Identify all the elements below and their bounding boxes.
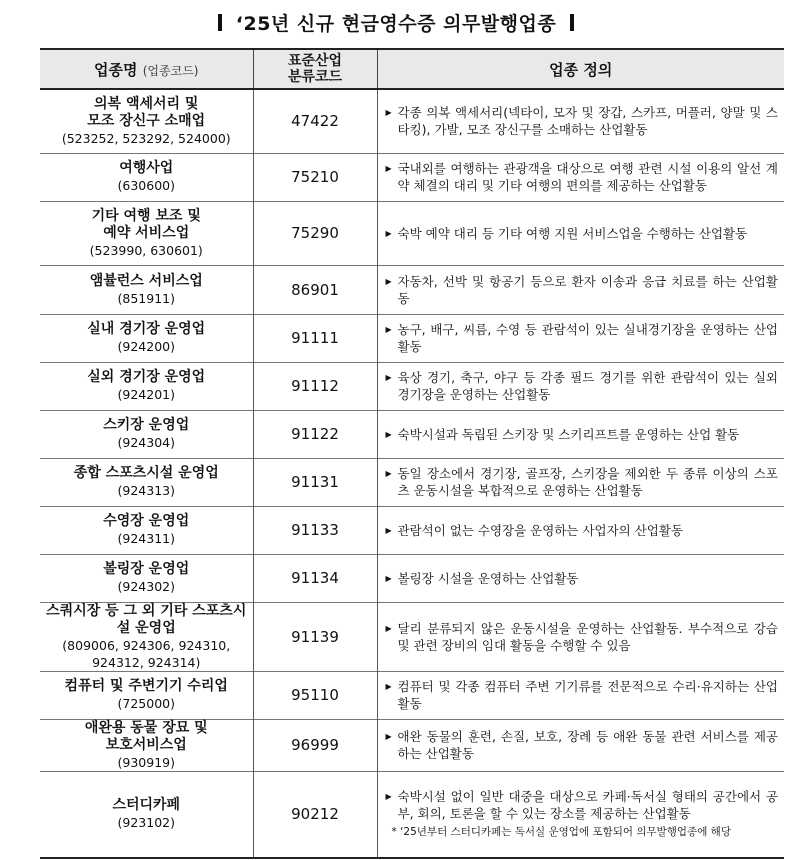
industry-name: 앰뷸런스 서비스업 (89, 272, 203, 289)
table-row (40, 602, 784, 671)
bullet-triangle-icon: ▶ (385, 623, 392, 633)
industry-name-cell (40, 554, 253, 602)
definition-text: 관람석이 없는 수영장을 운영하는 사업자의 산업활동 (397, 522, 684, 538)
industry-name: 여행사업 (119, 160, 174, 176)
bullet-triangle-icon: ▶ (385, 469, 392, 478)
bullet-triangle-icon: ▶ (385, 732, 392, 741)
page-title: ‘25년 신규 현금영수증 의무발행업종 (235, 12, 557, 35)
definition-cell (377, 201, 784, 265)
industry-name: 스키장 운영업 (103, 417, 190, 433)
industry-codes: (923102) (117, 815, 175, 831)
bullet-triangle-icon: ▶ (385, 429, 392, 439)
bullet-triangle-icon: ▶ (385, 164, 392, 173)
definition-cell (377, 410, 784, 458)
table-body (40, 89, 784, 858)
definition-item (386, 728, 779, 762)
industry-name-cell (40, 201, 253, 265)
industry-name: 스쿼시장 등 그 외 기타 스포츠시설 운영업 (46, 602, 247, 636)
definition-item (386, 160, 779, 194)
definition-item (386, 273, 779, 307)
industry-name: 기타 여행 보조 및 (91, 207, 201, 224)
industry-name-cell (40, 153, 253, 201)
definition-text: 각종 의복 액세서리(넥타이, 모자 및 장갑, 스카프, 머플러, 양말 및 스타킹), 가발, 모조 장신구를 소매하는 산업활동 (397, 105, 778, 138)
definition-cell (377, 362, 784, 410)
standard-code-cell: 91131 (253, 458, 377, 506)
definition-item (386, 788, 779, 822)
bullet-triangle-icon: ▶ (385, 682, 392, 691)
definition-item (386, 620, 779, 654)
industry-name: 볼링장 운영업 (103, 561, 190, 577)
standard-code-cell: 91134 (253, 554, 377, 602)
definition-text: 자동차, 선박 및 항공기 등으로 환자 이송과 응급 치료를 하는 산업활동 (397, 273, 778, 306)
industry-name-cell (40, 362, 253, 410)
table-row (40, 314, 784, 362)
title-bar-right (570, 14, 574, 31)
table-row (40, 410, 784, 458)
definition-item (386, 465, 779, 499)
industry-name: 실내 경기장 운영업 (87, 321, 206, 337)
standard-code-cell: 95110 (253, 671, 377, 719)
table-row (40, 201, 784, 265)
industry-name: 수영장 운영업 (103, 513, 190, 529)
industry-name-cell (40, 602, 253, 671)
table-row (40, 554, 784, 602)
definition-text: 애완 동물의 훈련, 손질, 보호, 장례 등 애완 동물 관련 서비스를 제공하는 산업활동 (397, 729, 778, 761)
table-row (40, 153, 784, 201)
industry-codes: (725000) (117, 696, 175, 711)
bullet-triangle-icon: ▶ (385, 525, 392, 535)
industry-table (40, 48, 784, 859)
industry-name: 종합 스포츠시설 운영업 (73, 465, 219, 481)
definition-cell (377, 265, 784, 314)
definition-item (386, 426, 779, 443)
industry-name: 의복 액세서리 및 (94, 95, 199, 112)
header-industry-code-label: (업종코드) (142, 63, 199, 78)
definition-text: 국내외를 여행하는 관광객을 대상으로 여행 관련 시설 이용의 알선 계약 체결의 대리 및 기타 여행의 편의를 제공하는 산업활동 (397, 161, 778, 193)
standard-code-cell: 75290 (253, 201, 377, 265)
industry-codes: (924304) (117, 435, 175, 450)
industry-name-cell (40, 314, 253, 362)
industry-name: 애완용 동물 장묘 및 (84, 719, 208, 736)
table-row (40, 506, 784, 554)
bullet-triangle-icon: ▶ (385, 373, 392, 382)
table-row (40, 771, 784, 858)
industry-codes: (523252, 523292, 524000) (61, 130, 231, 146)
industry-codes: (851911) (117, 290, 175, 306)
definition-item (386, 678, 779, 712)
definition-text: 숙박 예약 대리 등 기타 여행 지원 서비스업을 수행하는 산업활동 (397, 225, 748, 241)
table-row (40, 362, 784, 410)
standard-code-cell: 91112 (253, 362, 377, 410)
bullet-triangle-icon: ▶ (385, 325, 392, 334)
definition-item (386, 369, 779, 403)
industry-name-cell (40, 265, 253, 314)
bullet-triangle-icon: ▶ (385, 276, 392, 286)
industry-codes: (924313) (117, 483, 175, 498)
definition-cell (377, 153, 784, 201)
industry-codes: (924201) (117, 387, 175, 402)
definition-note: * ‘25년부터 스터디카페는 독서실 운영업에 포함되어 의무발행업종에 해당 (391, 825, 731, 838)
industry-name-line2: 모조 장신구 소매업 (87, 112, 206, 129)
table-row (40, 671, 784, 719)
header-definition: 업종 정의 (377, 49, 784, 89)
industry-codes: (809006, 924306, 924310, 924312, 924314) (62, 637, 231, 670)
table-row (40, 265, 784, 314)
definition-text: 동일 장소에서 경기장, 골프장, 스키장을 제외한 두 종류 이상의 스포츠 운동시설을 복합적으로 운영하는 산업활동 (397, 466, 778, 498)
title-bar-left (218, 14, 222, 31)
industry-name-cell (40, 506, 253, 554)
standard-code-cell: 91122 (253, 410, 377, 458)
definition-text: 농구, 배구, 씨름, 수영 등 관람석이 있는 실내경기장을 운영하는 산업활동 (397, 322, 778, 354)
industry-name-cell (40, 458, 253, 506)
header-standard-code (253, 49, 377, 89)
definition-cell (377, 506, 784, 554)
definition-cell (377, 602, 784, 671)
standard-code-cell: 91133 (253, 506, 377, 554)
industry-name: 컴퓨터 및 주변기기 수리업 (64, 678, 228, 694)
definition-text: 육상 경기, 축구, 야구 등 각종 필드 경기를 위한 관람석이 있는 실외 경기장을 운영하는 산업활동 (397, 370, 778, 402)
industry-codes: (523990, 630601) (89, 242, 203, 258)
standard-code-cell: 86901 (253, 265, 377, 314)
definition-cell (377, 671, 784, 719)
table-header-row (40, 49, 784, 89)
definition-cell (377, 314, 784, 362)
definition-text: 숙박시설과 독립된 스키장 및 스키리프트를 운영하는 산업 활동 (397, 426, 740, 442)
definition-text: 달리 분류되지 않은 운동시설을 운영하는 산업활동. 부수적으로 강습 및 관련 장비의 임대 활동을 수행할 수 있음 (397, 620, 778, 653)
bullet-triangle-icon: ▶ (385, 573, 392, 583)
definition-item (386, 225, 779, 242)
definition-item (386, 321, 779, 355)
definition-cell (377, 771, 784, 858)
header-industry-name (40, 49, 253, 89)
industry-codes: (924302) (117, 579, 175, 594)
header-standard-code-line2: 분류코드 (287, 69, 343, 85)
definition-text: 숙박시설 없이 일반 대중을 대상으로 카페·독서실 형태의 공간에서 공부, 회의, 토론을 할 수 있는 장소를 제공하는 산업활동 (397, 788, 778, 821)
definition-text: 볼링장 시설을 운영하는 산업활동 (397, 570, 579, 586)
industry-codes: (924311) (117, 531, 175, 546)
definition-cell (377, 554, 784, 602)
industry-name-cell (40, 771, 253, 858)
industry-name: 실외 경기장 운영업 (87, 369, 206, 385)
header-industry-name-label: 업종명 (94, 60, 138, 79)
definition-cell (377, 719, 784, 771)
standard-code-cell: 47422 (253, 89, 377, 153)
industry-name-line2: 보호서비스업 (105, 736, 187, 753)
table-row (40, 89, 784, 153)
standard-code-cell: 90212 (253, 771, 377, 858)
standard-code-cell: 75210 (253, 153, 377, 201)
definition-item (386, 570, 779, 587)
bullet-triangle-icon: ▶ (385, 791, 392, 801)
standard-code-cell: 91111 (253, 314, 377, 362)
industry-name-line2: 예약 서비스업 (103, 224, 190, 241)
industry-name-cell (40, 410, 253, 458)
definition-item (386, 522, 779, 539)
definition-item (386, 104, 779, 138)
table-row (40, 719, 784, 771)
definition-cell (377, 458, 784, 506)
standard-code-cell: 96999 (253, 719, 377, 771)
industry-codes: (630600) (117, 178, 175, 193)
industry-name-cell (40, 89, 253, 153)
bullet-triangle-icon: ▶ (385, 228, 392, 238)
industry-codes: (930919) (117, 754, 175, 770)
page-title-wrap (0, 6, 792, 38)
industry-name-cell (40, 719, 253, 771)
header-standard-code-line1: 표준산업 (287, 53, 343, 69)
industry-name: 스터디카페 (112, 797, 181, 814)
standard-code-cell: 91139 (253, 602, 377, 671)
industry-codes: (924200) (117, 339, 175, 354)
table-row (40, 458, 784, 506)
definition-text: 컴퓨터 및 각종 컴퓨터 주변 기기류를 전문적으로 수리·유지하는 산업활동 (397, 679, 778, 711)
bullet-triangle-icon: ▶ (385, 108, 392, 118)
industry-name-cell (40, 671, 253, 719)
definition-cell (377, 89, 784, 153)
